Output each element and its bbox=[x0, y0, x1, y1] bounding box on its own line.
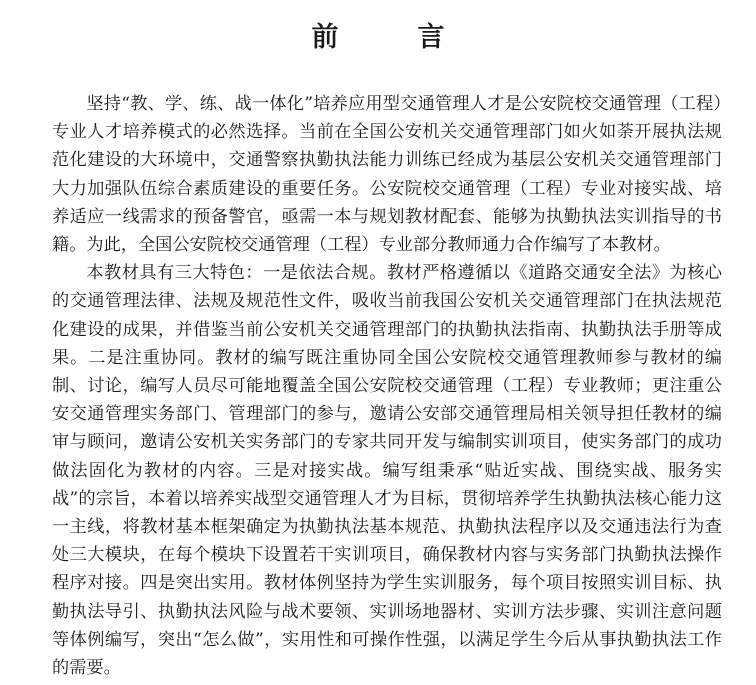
page-title: 前 言 bbox=[311, 22, 471, 53]
paragraph: 本教材具有三大特色：一是依法合规。教材严格遵循以《道路交通安全法》为核心的交通管理法律、法规及规范性文件，吸收当前我国公安机关交通管理部门在执法规范化建设的成果，并借鉴当前公安机关交通管理部门的执勤执法指南、执勤执法手册等成果。二是注重协同。教材的编写既注重协同全国公安院校交通管理教师参与教材的编制、讨论，编写人员尽可能地覆盖全国公安院校交通管理（工程）专业教师；更注重公安交通管理实务部门、管理部门的参与，邀请公安部交通管理局相关领导担任教材的编审与顾问，邀请公安机关实务部门的专家共同开发与编制实训项目，使实务部门的成功做法固化为教材的内容。三是对接实战。编写组秉承“贴近实战、围绕实战、服务实战”的宗旨，本着以培养实战型交通管理人才为目标，贯彻培养学生执勤执法核心能力这一主线，将教材基本框架确定为执勤执法基本规范、执勤执法程序以及交通违法行为查处三大模块，在每个模块下设置若干实训项目，确保教材内容与实务部门执勤执法操作程序对接。四是突出实用。教材体例坚持为学生实训服务，每个项目按照实训目标、执勤执法导引、执勤执法风险与战术要领、实训场地器材、实训方法步骤、实训注意问题等体例编写，突出“怎么做”，实用性和可操作性强，以满足学生今后从事执勤执法工作的需要。 bbox=[52, 263, 722, 679]
paragraph: 坚持“教、学、练、战一体化”培养应用型交通管理人才是公安院校交通管理（工程）专业人才培养模式的必然选择。当前在全国公安机关交通管理部门如火如荼开展执法规范化建设的大环境中，交通警察执勤执法能力训练已经成为基层公安机关交通管理部门大力加强队伍综合素质建设的重要任务。公安院校交通管理（工程）专业对接实战、培养适应一线需求的预备警官，亟需一本与规划教材配套、能够为执勤执法实训指导的书籍。为此，全国公安院校交通管理（工程）专业部分教师通力合作编写了本教材。 bbox=[52, 94, 722, 256]
body-text bbox=[52, 90, 722, 682]
